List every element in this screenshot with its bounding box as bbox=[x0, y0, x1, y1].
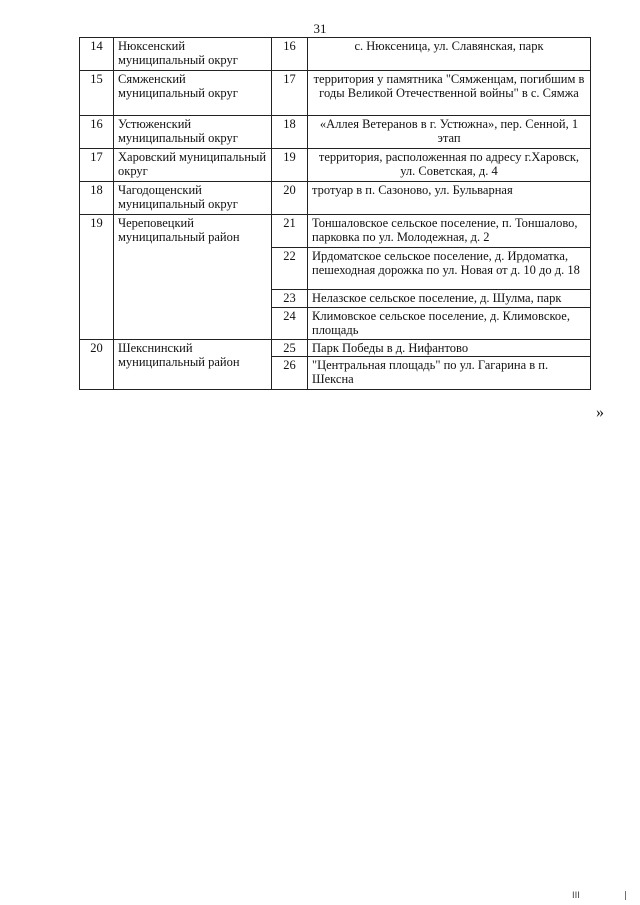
row-number: 16 bbox=[80, 116, 114, 149]
sites-table bbox=[79, 37, 591, 390]
row-number: 18 bbox=[80, 182, 114, 215]
district-name: Чагодощенский муниципальный округ bbox=[114, 182, 272, 215]
closing-quote: » bbox=[596, 404, 604, 421]
site-number: 25 bbox=[272, 340, 308, 357]
site-number: 26 bbox=[272, 357, 308, 390]
site-number: 16 bbox=[272, 38, 308, 71]
site-location: Нелазское сельское поселение, д. Шулма, парк bbox=[308, 290, 591, 308]
district-name: Нюксенский муниципальный округ bbox=[114, 38, 272, 71]
site-location: с. Нюксеница, ул. Славянская, парк bbox=[308, 38, 591, 71]
site-location: территория, расположенная по адресу г.Харовск, ул. Советская, д. 4 bbox=[308, 149, 591, 182]
site-location: "Центральная площадь" по ул. Гагарина в п. Шексна bbox=[308, 357, 591, 390]
site-location: Ирдоматское сельское поселение, д. Ирдоматка, пешеходная дорожка по ул. Новая от д. 10 до д. 18 bbox=[308, 248, 591, 290]
site-location: Тоншаловское сельское поселение, п. Тоншалово, парковка по ул. Молодежная, д. 2 bbox=[308, 215, 591, 248]
site-number: 18 bbox=[272, 116, 308, 149]
footer-scan-mark: III bbox=[572, 891, 580, 901]
site-number: 19 bbox=[272, 149, 308, 182]
table-row bbox=[80, 182, 591, 215]
site-number: 20 bbox=[272, 182, 308, 215]
table-row bbox=[80, 149, 591, 182]
table-row bbox=[80, 38, 591, 71]
district-name: Сямженский муниципальный округ bbox=[114, 71, 272, 116]
row-number: 15 bbox=[80, 71, 114, 116]
site-number: 23 bbox=[272, 290, 308, 308]
row-number: 19 bbox=[80, 215, 114, 340]
site-location: тротуар в п. Сазоново, ул. Бульварная bbox=[308, 182, 591, 215]
site-number: 22 bbox=[272, 248, 308, 290]
page-number: 31 bbox=[313, 21, 327, 36]
site-number: 17 bbox=[272, 71, 308, 116]
table-row bbox=[80, 116, 591, 149]
site-number: 21 bbox=[272, 215, 308, 248]
row-number: 20 bbox=[80, 340, 114, 390]
table-row bbox=[80, 71, 591, 116]
table-row bbox=[80, 215, 591, 248]
site-location: территория у памятника "Сямженцам, погибшим в годы Великой Отечественной войны" в с. Сямжа bbox=[308, 71, 591, 116]
row-number: 14 bbox=[80, 38, 114, 71]
table-row bbox=[80, 340, 591, 357]
site-location: «Аллея Ветеранов в г. Устюжна», пер. Сенной, 1 этап bbox=[308, 116, 591, 149]
site-number: 24 bbox=[272, 308, 308, 340]
footer-scan-mark-right: | bbox=[624, 891, 628, 901]
district-name: Шекснинский муниципальный район bbox=[114, 340, 272, 390]
district-name: Устюженский муниципальный округ bbox=[114, 116, 272, 149]
district-name: Харовский муниципальный округ bbox=[114, 149, 272, 182]
district-name: Череповецкий муниципальный район bbox=[114, 215, 272, 340]
row-number: 17 bbox=[80, 149, 114, 182]
site-location: Климовское сельское поселение, д. Климовское, площадь bbox=[308, 308, 591, 340]
site-location: Парк Победы в д. Нифантово bbox=[308, 340, 591, 357]
